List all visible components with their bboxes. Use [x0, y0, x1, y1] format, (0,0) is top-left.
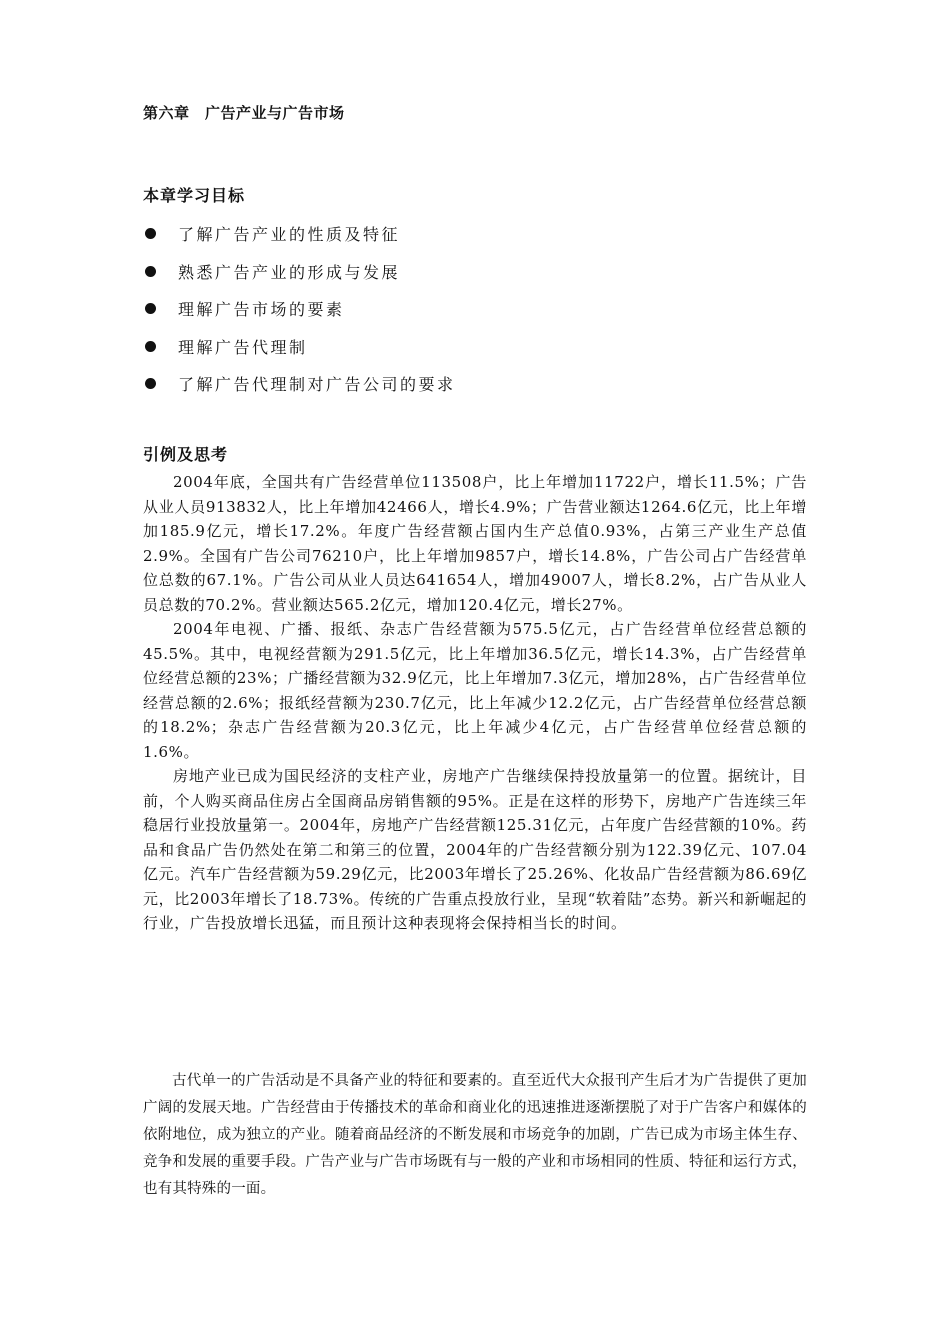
list-item	[143, 253, 823, 291]
list-item	[143, 328, 823, 366]
objective-text: 熟悉广告产业的形成与发展	[178, 262, 401, 282]
case-study-heading: 引例及思考	[143, 445, 229, 464]
intro-paragraph: 古代单一的广告活动是不具备产业的特征和要素的。直至近代大众报刊产生后才为广告提供了更加广阔的发展天地。广告经营由于传播技术的革命和商业化的迅速推进逐渐摆脱了对于广告客户和媒体的依附地位，成为独立的产业。随着商品经济的不断发展和市场竞争的加剧，广告已成为市场主体生存、竞争和发展的重要手段。广告产业与广告市场既有与一般的产业和市场相同的性质、特征和运行方式，也有其特殊的一面。	[143, 1073, 807, 1197]
objective-text: 理解广告代理制	[178, 337, 308, 357]
list-item	[143, 215, 823, 253]
objective-text: 理解广告市场的要素	[178, 300, 345, 320]
bullet-icon	[145, 341, 156, 352]
objective-text: 了解广告代理制对广告公司的要求	[178, 375, 456, 395]
bullet-icon	[145, 303, 156, 314]
objectives-heading: 本章学习目标	[143, 186, 246, 205]
bullet-icon	[145, 266, 156, 277]
bullet-icon	[145, 378, 156, 389]
list-item	[143, 365, 823, 403]
case-study-body	[143, 470, 807, 936]
objectives-list	[143, 215, 823, 403]
list-item	[143, 290, 823, 328]
objective-text: 了解广告产业的性质及特征	[178, 225, 401, 245]
introduction-body	[143, 1068, 807, 1203]
case-paragraph: 房地产业已成为国民经济的支柱产业，房地产广告继续保持投放量第一的位置。据统计，目前，个人购买商品住房占全国商品房销售额的95%。正是在这样的形势下，房地产广告连续三年稳居行业投放量第一。2004年，房地产广告经营额125.31亿元，占年度广告经营额的10%。药品和食品广告仍然处在第二和第三的位置，2004年的广告经营额分别为122.39亿元、107.04亿元。汽车广告经营额为59.29亿元，比2003年增长了25.26%、化妆品广告经营额为86.69亿元，比2003年增长了18.73%。传统的广告重点投放行业，呈现“软着陆”态势。新兴和新崛起的行业，广告投放增长迅猛，而且预计这种表现将会保持相当长的时间。	[143, 767, 807, 932]
case-paragraph: 2004年底，全国共有广告经营单位113508户，比上年增加11722户，增长11.5%；广告从业人员913832人，比上年增加42466人，增长4.9%；广告营业额达1264.6亿元，比上年增加185.9亿元，增长17.2%。年度广告经营额占国内生产总值0.93%，占第三产业生产总值2.9%。全国有广告公司76210户，比上年增加9857户，增长14.8%，广告公司占广告经营单位总数的67.1%。广告公司从业人员达641654人，增加49007人，增长8.2%，占广告从业人员总数的70.2%。营业额达565.2亿元，增加120.4亿元，增长27%。	[143, 473, 807, 614]
bullet-icon	[145, 228, 156, 239]
case-paragraph: 2004年电视、广播、报纸、杂志广告经营额为575.5亿元，占广告经营单位经营总额的45.5%。其中，电视经营额为291.5亿元，比上年增加36.5亿元，增长14.3%，占广告经营单位经营总额的23%；广播经营额为32.9亿元，比上年增加7.3亿元，增加28%，占广告经营单位经营总额的2.6%；报纸经营额为230.7亿元，比上年减少12.2亿元，占广告经营单位经营总额的18.2%；杂志广告经营额为20.3亿元，比上年减少4亿元，占广告经营单位经营总额的1.6%。	[143, 620, 807, 761]
chapter-title: 第六章 广告产业与广告市场	[143, 104, 345, 122]
